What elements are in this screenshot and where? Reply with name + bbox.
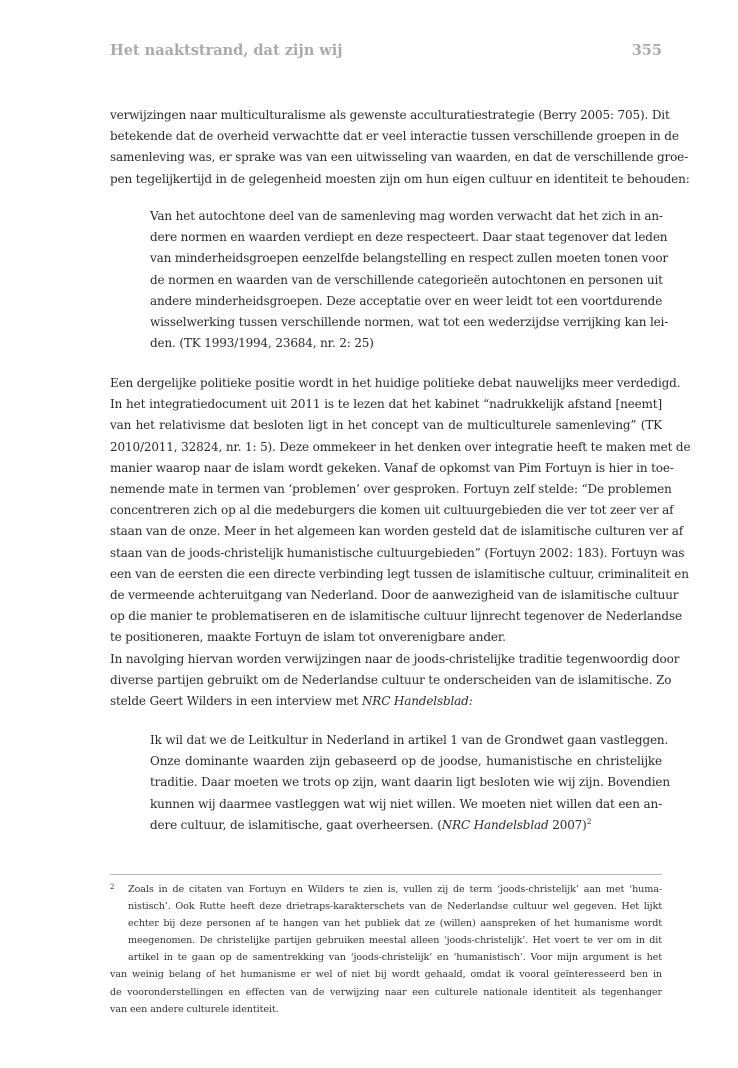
footnote-divider xyxy=(110,874,662,875)
text-line: In navolging hiervan worden verwijzingen naar de joods-christelijke traditie tegenwoordig door xyxy=(110,651,680,666)
text-line: kunnen wij daarmee vastleggen wat wij niet willen. We moeten niet willen dat een an- xyxy=(150,796,662,811)
footnote-line: van weinig belang of het humanisme er wel of niet bij wordt gehaald, omdat ik vooral geïnteresseerd ben in xyxy=(110,969,662,981)
text-line: den. (TK 1993/1994, 23684, nr. 2: 25) xyxy=(150,336,374,351)
text-fragment: stelde Geert Wilders in een interview met xyxy=(110,694,362,709)
source-title: NRC Handelsblad xyxy=(441,817,549,832)
block-quote-2 xyxy=(150,730,670,836)
text-line: de vermeende achteruitgang van Nederland. Door de aanwezigheid van de islamitische cultuur xyxy=(110,588,679,603)
text-line: op die manier te problematiseren en de islamitische cultuur lijnrecht tegenover de Nederlandse xyxy=(110,609,682,624)
footnote-reference[interactable]: 2 xyxy=(586,816,592,826)
footnote-line: de vooronderstellingen en effecten van de verwijzing naar een culturele nationale identiteit als tegenhanger xyxy=(110,986,662,998)
text-line: Onze dominante waarden zijn gebaseerd op de joodse, humanistische en christelijke xyxy=(150,754,662,769)
text-line: betekende dat de overheid verwachtte dat er veel interactie tussen verschillende groepen in de xyxy=(110,129,679,144)
running-header xyxy=(110,42,662,64)
text-line: pen tegelijkertijd in de gelegenheid moesten zijn om hun eigen cultuur en identiteit te behouden: xyxy=(110,171,690,186)
footnote-line: meegenomen. De christelijke partijen gebruiken meestal alleen ‘joods-christelijk’. Het voert te ver om in dit xyxy=(128,935,662,947)
text-line: verwijzingen naar multiculturalisme als gewenste acculturatiestrategie (Berry 2005: 705). Dit xyxy=(110,108,670,122)
text-line: de normen en waarden van de verschillende categorieën autochtonen en personen uit xyxy=(150,272,663,287)
footnote-line: artikel in te gaan op de samentrekking van ‘joods-christelijk’ en ‘humanistisch’. Voor mijn argument is het xyxy=(128,952,662,964)
footnote-line: Zoals in de citaten van Fortuyn en Wilders te zien is, vullen zij de term ‘joods-christelijk’ aan met ‘huma- xyxy=(128,884,662,895)
paragraph-2 xyxy=(110,373,691,712)
text-line: van het relativisme dat besloten ligt in het concept van de multiculturele samenleving” (TK xyxy=(110,418,662,433)
footnote-outdented xyxy=(110,966,662,1017)
running-title: Het naaktstrand, dat zijn wij xyxy=(110,42,343,59)
footnote-body xyxy=(110,881,662,1018)
text-line: 2010/2011, 32824, nr. 1: 5). Deze ommekeer in het denken over integratie heeft te maken met de xyxy=(110,439,691,454)
text-line: te positioneren, maakte Fortuyn de islam tot onverenigbare ander. xyxy=(110,630,506,645)
text-line: Van het autochtone deel van de samenleving mag worden verwacht dat het zich in an- xyxy=(150,209,663,223)
footnote-line: echter bij deze personen af te hangen van het publiek dat ze (willen) aanspreken of het humanisme wordt xyxy=(128,918,662,930)
text-line: wisselwerking tussen verschillende normen, wat tot een wederzijdse verrijking kan lei- xyxy=(150,315,669,330)
text-line: van minderheidsgroepen eenzelfde belangstelling en respect zullen moeten tonen voor xyxy=(150,251,669,266)
text-line: andere minderheidsgroepen. Deze acceptatie over en weer leidt tot een voortdurende xyxy=(150,293,663,308)
text-fragment: 2007) xyxy=(548,817,587,832)
text-fragment: dere cultuur, de islamitische, gaat overheersen. ( xyxy=(150,817,442,832)
text-line xyxy=(150,815,662,836)
text-line: samenleving was, er sprake was van een uitwisseling van waarden, en dat de verschillende groe- xyxy=(110,150,689,165)
text-line: Een dergelijke politieke positie wordt in het huidige politieke debat nauwelijks meer verdedigd. xyxy=(110,376,681,390)
text-line: staan van de onze. Meer in het algemeen kan worden gesteld dat de islamitische culturen ver af xyxy=(110,524,684,539)
text-line: staan van de joods-christelijk humanistische cultuurgebieden” (Fortuyn 2002: 183). Fortuyn was xyxy=(110,545,685,560)
block-quote-1 xyxy=(150,206,669,354)
text-line: Ik wil dat we de Leitkultur in Nederland in artikel 1 van de Grondwet gaan vastleggen. xyxy=(150,733,669,747)
text-line: diverse partijen gebruikt om de Nederlandse cultuur te onderscheiden van de islamitische. Zo xyxy=(110,672,672,687)
text-line: concentreren zich op al die medeburgers die komen uit cultuurgebieden die ver tot zeer ver af xyxy=(110,503,674,518)
paragraph-1 xyxy=(110,105,690,190)
text-line: een van de eersten die een directe verbinding legt tussen de islamitische cultuur, criminaliteit en xyxy=(110,566,689,581)
footnote-mark: 2 xyxy=(110,883,115,891)
footnote xyxy=(110,881,662,1018)
text-line: manier waarop naar de islam wordt gekeken. Vanaf de opkomst van Pim Fortuyn is hier in toe- xyxy=(110,460,674,475)
text-line: traditie. Daar moeten we trots op zijn, want daarin ligt besloten wie wij zijn. Bovendien xyxy=(150,775,670,790)
footnote-line: van een andere culturele identiteit. xyxy=(110,1003,279,1015)
page-number: 355 xyxy=(631,42,662,59)
text-line: nemende mate in termen van ‘problemen’ over gesproken. Fortuyn zelf stelde: “De problemen xyxy=(110,482,672,497)
text-line: In het integratiedocument uit 2011 is te lezen dat het kabinet “nadrukkelijk afstand [neemt] xyxy=(110,397,662,412)
footnote-line: nistisch’. Ook Rutte heeft deze drietraps-karakterschets van de Nederlandse cultuur wel gegeven. Het lijkt xyxy=(128,901,662,913)
text-line: dere normen en waarden verdiept en deze respecteert. Daar staat tegenover dat leden xyxy=(150,230,668,245)
text-line xyxy=(110,691,662,712)
source-title: NRC Handelsblad: xyxy=(361,694,473,709)
